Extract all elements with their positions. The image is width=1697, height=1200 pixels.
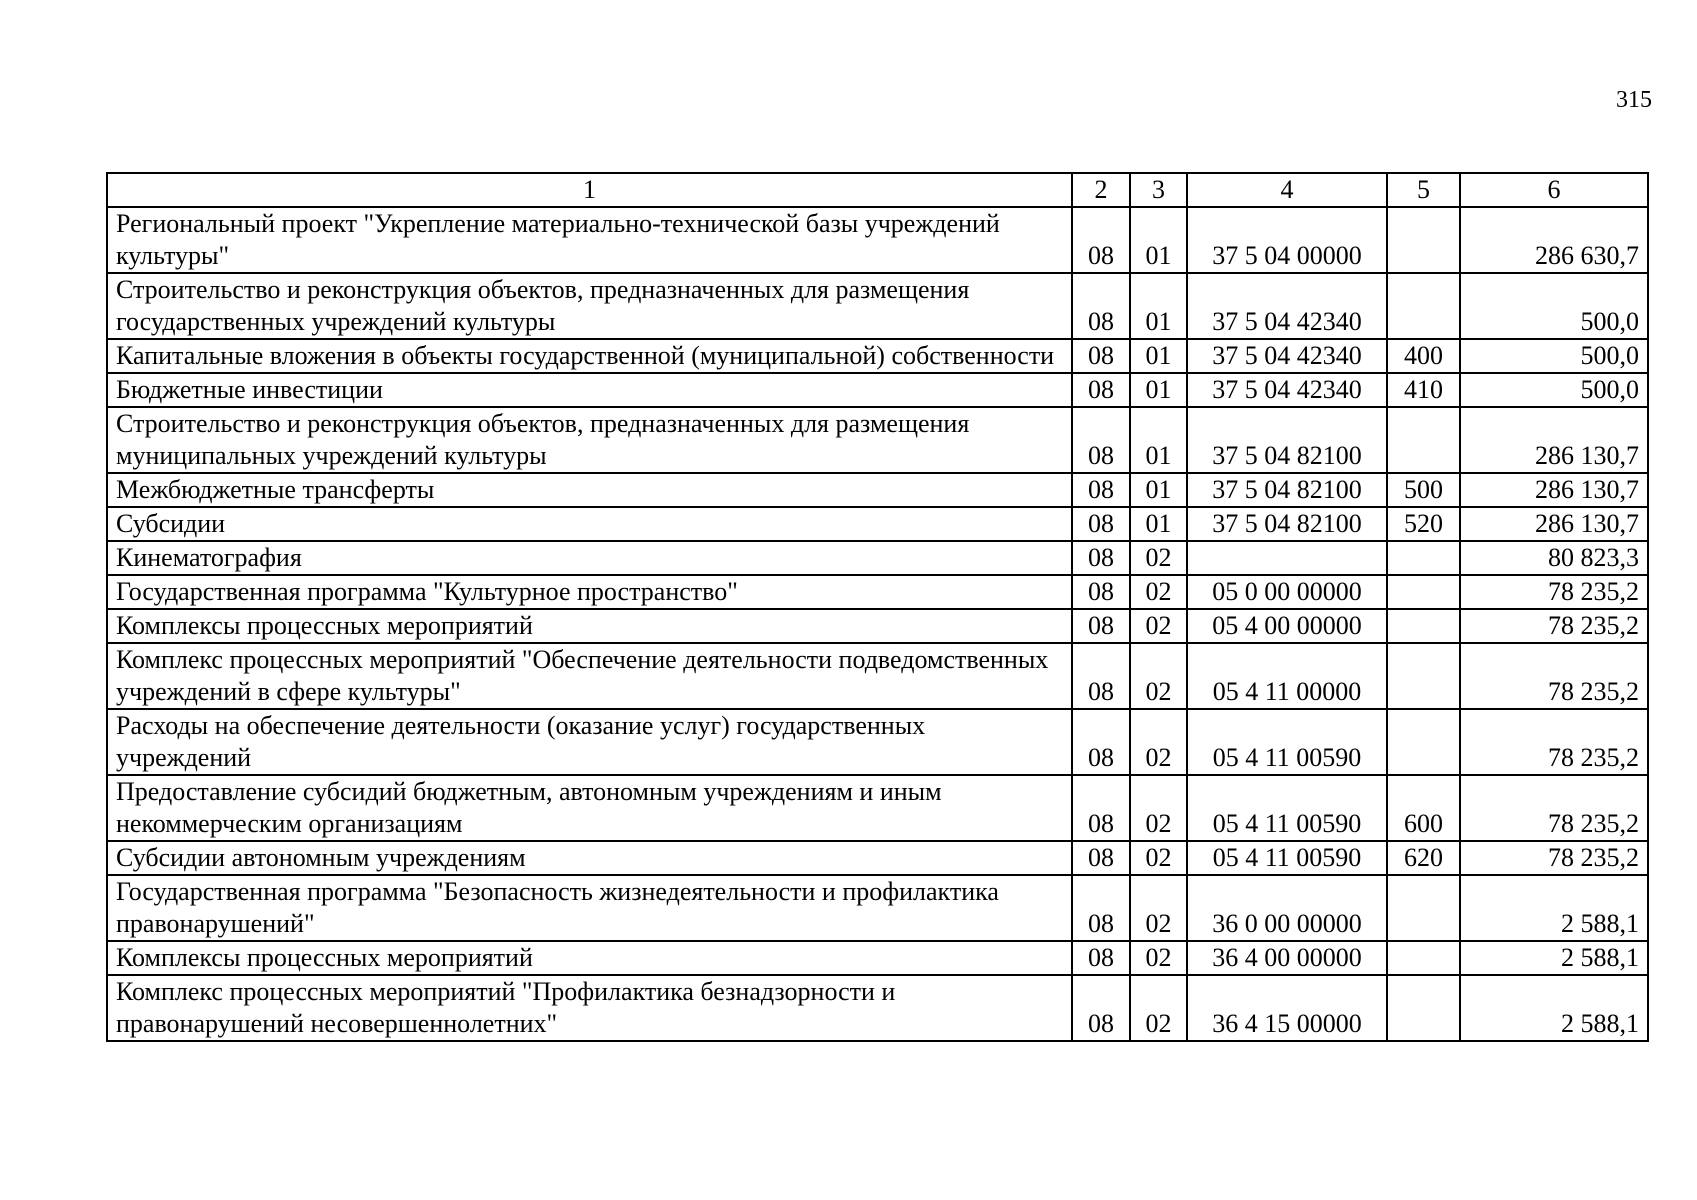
row-amount: 286 130,7 — [1460, 507, 1648, 541]
column-header-name: 1 — [107, 173, 1072, 207]
row-amount: 286 630,7 — [1460, 207, 1648, 273]
row-code — [1187, 541, 1387, 575]
row-code: 05 0 00 00000 — [1187, 575, 1387, 609]
row-type — [1387, 709, 1460, 775]
row-section: 08 — [1072, 841, 1130, 875]
row-name: Кинематография — [107, 541, 1072, 575]
column-header-amount: 6 — [1460, 173, 1648, 207]
row-name: Государственная программа "Безопасность жизнедеятельности и профилактика правонарушений" — [107, 875, 1072, 941]
row-code: 05 4 11 00590 — [1187, 775, 1387, 841]
column-header-section: 2 — [1072, 173, 1130, 207]
row-subsection: 01 — [1130, 473, 1187, 507]
row-subsection: 01 — [1130, 507, 1187, 541]
row-amount: 80 823,3 — [1460, 541, 1648, 575]
row-amount: 286 130,7 — [1460, 473, 1648, 507]
row-code: 37 5 04 82100 — [1187, 473, 1387, 507]
table-row — [107, 373, 1648, 407]
row-name: Субсидии автономным учреждениям — [107, 841, 1072, 875]
row-code: 05 4 11 00000 — [1187, 643, 1387, 709]
row-type: 500 — [1387, 473, 1460, 507]
row-subsection: 01 — [1130, 407, 1187, 473]
table-body — [107, 207, 1648, 1041]
row-amount: 500,0 — [1460, 373, 1648, 407]
row-section: 08 — [1072, 975, 1130, 1041]
row-code: 05 4 11 00590 — [1187, 709, 1387, 775]
row-name: Комплекс процессных мероприятий "Обеспечение деятельности подведомственных учреждений в сфере культуры" — [107, 643, 1072, 709]
row-amount: 2 588,1 — [1460, 941, 1648, 975]
row-type: 620 — [1387, 841, 1460, 875]
row-amount: 78 235,2 — [1460, 709, 1648, 775]
row-section: 08 — [1072, 273, 1130, 339]
row-name: Субсидии — [107, 507, 1072, 541]
row-name: Комплексы процессных мероприятий — [107, 609, 1072, 643]
row-code: 37 5 04 42340 — [1187, 339, 1387, 373]
row-section: 08 — [1072, 507, 1130, 541]
row-section: 08 — [1072, 207, 1130, 273]
column-header-code: 4 — [1187, 173, 1387, 207]
row-name: Комплекс процессных мероприятий "Профилактика безнадзорности и правонарушений несовершеннолетних" — [107, 975, 1072, 1041]
row-type — [1387, 941, 1460, 975]
row-subsection: 01 — [1130, 207, 1187, 273]
row-subsection: 02 — [1130, 941, 1187, 975]
row-subsection: 02 — [1130, 609, 1187, 643]
row-subsection: 01 — [1130, 339, 1187, 373]
row-subsection: 02 — [1130, 775, 1187, 841]
row-type: 400 — [1387, 339, 1460, 373]
row-name: Капитальные вложения в объекты государственной (муниципальной) собственности — [107, 339, 1072, 373]
row-code: 37 5 04 42340 — [1187, 273, 1387, 339]
budget-table — [106, 172, 1649, 1042]
row-subsection: 02 — [1130, 841, 1187, 875]
row-section: 08 — [1072, 473, 1130, 507]
table-row — [107, 841, 1648, 875]
row-type — [1387, 407, 1460, 473]
row-code: 05 4 11 00590 — [1187, 841, 1387, 875]
row-name: Комплексы процессных мероприятий — [107, 941, 1072, 975]
row-amount: 2 588,1 — [1460, 975, 1648, 1041]
row-subsection: 02 — [1130, 709, 1187, 775]
row-section: 08 — [1072, 339, 1130, 373]
row-subsection: 01 — [1130, 373, 1187, 407]
row-section: 08 — [1072, 875, 1130, 941]
row-name: Предоставление субсидий бюджетным, автономным учреждениям и иным некоммерческим организациям — [107, 775, 1072, 841]
table-row — [107, 273, 1648, 339]
row-amount: 78 235,2 — [1460, 775, 1648, 841]
page-number: 315 — [1616, 87, 1652, 113]
row-section: 08 — [1072, 373, 1130, 407]
row-subsection: 01 — [1130, 273, 1187, 339]
row-amount: 78 235,2 — [1460, 609, 1648, 643]
row-name: Региональный проект "Укрепление материально-технической базы учреждений культуры" — [107, 207, 1072, 273]
table-row — [107, 339, 1648, 373]
row-section: 08 — [1072, 407, 1130, 473]
row-section: 08 — [1072, 643, 1130, 709]
row-amount: 78 235,2 — [1460, 841, 1648, 875]
row-code: 37 5 04 82100 — [1187, 407, 1387, 473]
table-row — [107, 507, 1648, 541]
row-type: 520 — [1387, 507, 1460, 541]
row-type — [1387, 273, 1460, 339]
row-name: Государственная программа "Культурное пространство" — [107, 575, 1072, 609]
row-code: 37 5 04 82100 — [1187, 507, 1387, 541]
row-subsection: 02 — [1130, 575, 1187, 609]
row-subsection: 02 — [1130, 875, 1187, 941]
table-header-row — [107, 173, 1648, 207]
table-row — [107, 709, 1648, 775]
row-type — [1387, 575, 1460, 609]
row-name: Бюджетные инвестиции — [107, 373, 1072, 407]
row-type — [1387, 875, 1460, 941]
row-section: 08 — [1072, 575, 1130, 609]
row-amount: 286 130,7 — [1460, 407, 1648, 473]
row-name: Строительство и реконструкция объектов, предназначенных для размещения муниципальных учреждений культуры — [107, 407, 1072, 473]
row-amount: 78 235,2 — [1460, 575, 1648, 609]
table-row — [107, 541, 1648, 575]
row-section: 08 — [1072, 709, 1130, 775]
row-code: 37 5 04 00000 — [1187, 207, 1387, 273]
row-code: 36 0 00 00000 — [1187, 875, 1387, 941]
table-row — [107, 875, 1648, 941]
row-type — [1387, 975, 1460, 1041]
row-subsection: 02 — [1130, 975, 1187, 1041]
table-row — [107, 575, 1648, 609]
row-amount: 2 588,1 — [1460, 875, 1648, 941]
table-row — [107, 941, 1648, 975]
row-amount: 500,0 — [1460, 339, 1648, 373]
row-type — [1387, 643, 1460, 709]
row-amount: 78 235,2 — [1460, 643, 1648, 709]
table-row — [107, 975, 1648, 1041]
table-row — [107, 643, 1648, 709]
table-row — [107, 775, 1648, 841]
row-name: Строительство и реконструкция объектов, предназначенных для размещения государственных учреждений культуры — [107, 273, 1072, 339]
column-header-type: 5 — [1387, 173, 1460, 207]
row-code: 36 4 15 00000 — [1187, 975, 1387, 1041]
table-row — [107, 609, 1648, 643]
table-row — [107, 207, 1648, 273]
row-amount: 500,0 — [1460, 273, 1648, 339]
row-section: 08 — [1072, 775, 1130, 841]
row-subsection: 02 — [1130, 643, 1187, 709]
row-type — [1387, 609, 1460, 643]
row-type: 410 — [1387, 373, 1460, 407]
row-section: 08 — [1072, 609, 1130, 643]
table-row — [107, 407, 1648, 473]
row-name: Расходы на обеспечение деятельности (оказание услуг) государственных учреждений — [107, 709, 1072, 775]
row-code: 05 4 00 00000 — [1187, 609, 1387, 643]
row-type — [1387, 207, 1460, 273]
row-name: Межбюджетные трансферты — [107, 473, 1072, 507]
row-code: 37 5 04 42340 — [1187, 373, 1387, 407]
row-section: 08 — [1072, 541, 1130, 575]
row-type — [1387, 541, 1460, 575]
row-subsection: 02 — [1130, 541, 1187, 575]
row-code: 36 4 00 00000 — [1187, 941, 1387, 975]
row-section: 08 — [1072, 941, 1130, 975]
column-header-subsection: 3 — [1130, 173, 1187, 207]
row-type: 600 — [1387, 775, 1460, 841]
table-row — [107, 473, 1648, 507]
